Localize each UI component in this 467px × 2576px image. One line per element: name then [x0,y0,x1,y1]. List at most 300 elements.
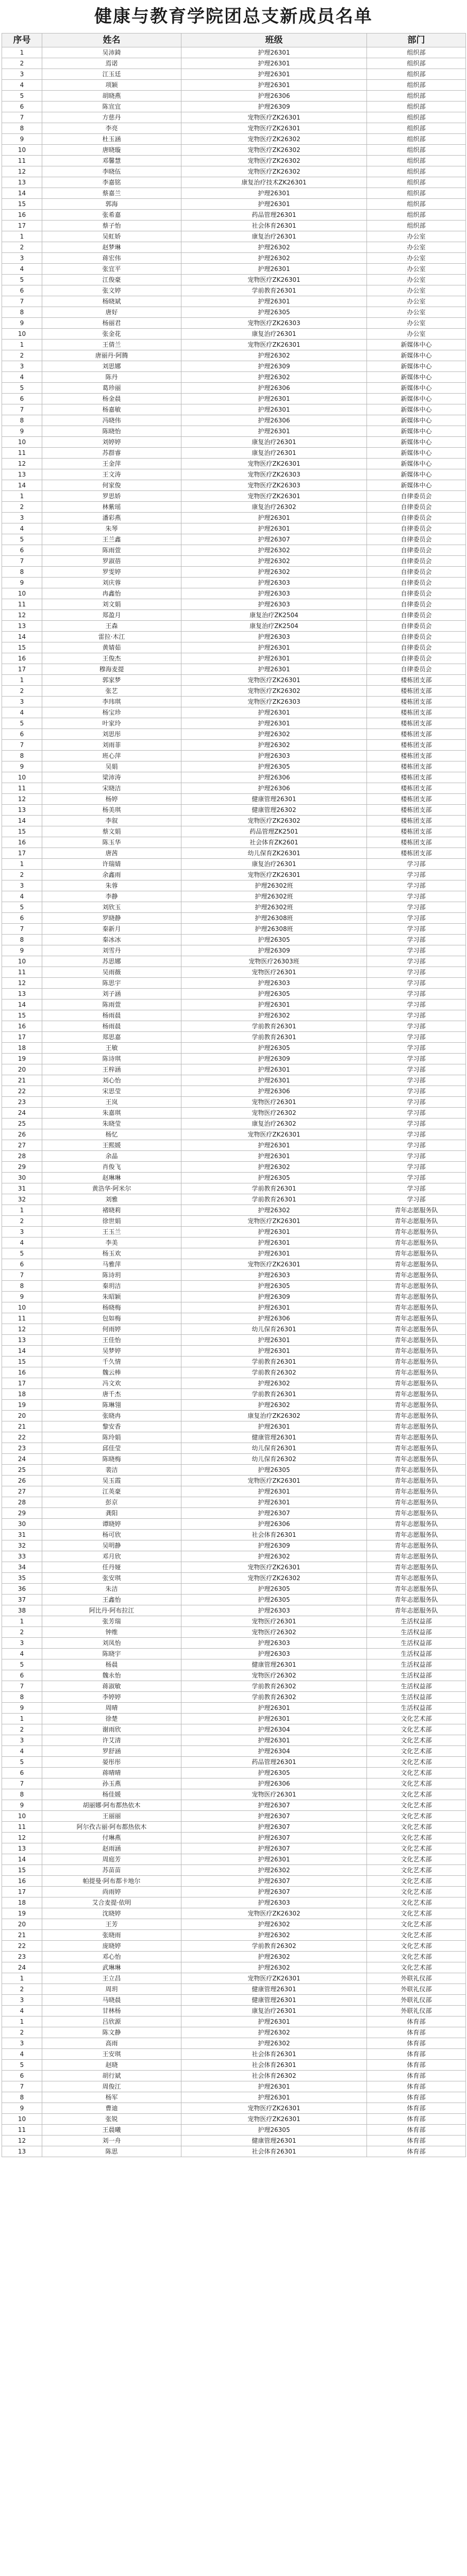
cell-name: 张文婷 [42,285,181,296]
cell-class: 护理26303 [181,1605,367,1616]
cell-class: 幼儿保育26301 [181,1443,367,1454]
table-row [2,1692,466,1703]
cell-class: 护理26301 [181,188,367,199]
table-row [2,1118,466,1129]
cell-class: 健康管理26301 [181,1995,367,2006]
cell-class: 健康管理26301 [181,1659,367,1670]
cell-department: 学习部 [367,891,466,902]
cell-index: 17 [2,221,42,231]
cell-index: 21 [2,1421,42,1432]
cell-name: 唐丽丹·阿腾 [42,350,181,361]
cell-name: 葛珍丽 [42,383,181,394]
cell-class: 护理26306 [181,783,367,794]
table-row [2,513,466,523]
cell-department: 办公室 [367,329,466,340]
cell-index: 15 [2,642,42,653]
cell-index: 22 [2,1941,42,1952]
cell-department: 青年志愿服务队 [367,1443,466,1454]
cell-index: 3 [2,697,42,707]
cell-class: 护理26301 [181,513,367,523]
table-row [2,1411,466,1421]
cell-index: 9 [2,945,42,956]
cell-name: 邓馨慧 [42,156,181,166]
cell-name: 张芳瑞 [42,1616,181,1627]
cell-name: 秦新月 [42,924,181,935]
cell-index: 26 [2,1476,42,1486]
cell-class: 护理26301 [181,1302,367,1313]
cell-index: 7 [2,556,42,567]
cell-class: 护理26301 [181,1497,367,1508]
cell-department: 学习部 [367,1108,466,1118]
cell-class: 护理26302 [181,1378,367,1389]
cell-class: 护理26302 [181,372,367,383]
cell-index: 4 [2,2006,42,2016]
cell-class: 护理26301 [181,2092,367,2103]
cell-class: 护理26301 [181,394,367,404]
cell-class: 护理26305 [181,1584,367,1595]
cell-class: 社会体育26301 [181,2060,367,2071]
cell-department: 生活权益部 [367,1703,466,1714]
cell-index: 2 [2,870,42,880]
cell-name: 秦冰冰 [42,935,181,945]
cell-name: 胡丽娜·阿布都热依木 [42,1800,181,1811]
cell-index: 1 [2,675,42,686]
cell-index: 18 [2,1043,42,1054]
cell-index: 7 [2,1778,42,1789]
cell-index: 11 [2,448,42,459]
cell-name: 朱嘉琪 [42,1108,181,1118]
cell-index: 11 [2,967,42,978]
table-row [2,1919,466,1930]
cell-department: 楼栋团支部 [367,707,466,718]
cell-department: 青年志愿服务队 [367,1486,466,1497]
cell-department: 学习部 [367,989,466,999]
cell-index: 21 [2,1075,42,1086]
cell-department: 青年志愿服务队 [367,1432,466,1443]
cell-index: 22 [2,1086,42,1097]
cell-name: 刘婷婷 [42,437,181,448]
cell-department: 新媒体中心 [367,394,466,404]
cell-index: 14 [2,1346,42,1357]
table-row [2,404,466,415]
cell-index: 4 [2,2049,42,2060]
cell-department: 体育部 [367,2146,466,2157]
cell-name: 黄浩华·阿米尔 [42,1183,181,1194]
cell-name: 胡行斌 [42,2071,181,2081]
cell-index: 9 [2,1703,42,1714]
cell-class: 护理26301 [181,718,367,729]
table-row [2,383,466,394]
cell-class: 护理26307 [181,1800,367,1811]
cell-index: 25 [2,1118,42,1129]
cell-department: 文化艺术部 [367,1930,466,1941]
cell-department: 组织部 [367,123,466,134]
cell-class: 护理26301 [181,642,367,653]
cell-name: 吴梦婷 [42,1346,181,1357]
cell-index: 37 [2,1595,42,1605]
cell-class: 学前教育26302 [181,1367,367,1378]
table-row [2,1746,466,1757]
table-row [2,415,466,426]
cell-department: 自律委员会 [367,567,466,578]
cell-class: 幼儿保育ZK26301 [181,848,367,859]
cell-name: 蒋晴晴 [42,1768,181,1778]
cell-department: 青年志愿服务队 [367,1454,466,1465]
table-row [2,534,466,545]
cell-name: 唐好 [42,307,181,318]
table-row [2,891,466,902]
cell-department: 组织部 [367,221,466,231]
table-row [2,1768,466,1778]
table-row [2,610,466,621]
cell-class: 护理26303 [181,1638,367,1649]
cell-class: 护理26305 [181,2125,367,2136]
cell-department: 新媒体中心 [367,469,466,480]
cell-name: 周俊江 [42,2081,181,2092]
cell-class: 护理26302 [181,242,367,253]
cell-name: 黎安香 [42,1421,181,1432]
cell-department: 楼栋团支部 [367,783,466,794]
cell-name: 周玥 [42,1984,181,1995]
cell-index: 16 [2,837,42,848]
table-row [2,1281,466,1292]
cell-department: 新媒体中心 [367,448,466,459]
cell-class: 护理26301 [181,47,367,58]
table-row [2,69,466,80]
cell-name: 钟维 [42,1627,181,1638]
cell-class: 康复治疗ZK26302 [181,1411,367,1421]
cell-department: 体育部 [367,2049,466,2060]
table-row [2,166,466,177]
cell-department: 生活权益部 [367,1616,466,1627]
cell-index: 10 [2,437,42,448]
table-row [2,1962,466,1973]
table-row [2,361,466,372]
cell-class: 护理26301 [181,264,367,275]
cell-name: 蔡子怡 [42,221,181,231]
cell-index: 6 [2,285,42,296]
cell-class: 护理26306 [181,415,367,426]
cell-department: 文化艺术部 [367,1746,466,1757]
cell-name: 杨美琪 [42,805,181,816]
cell-department: 文化艺术部 [367,1757,466,1768]
table-row [2,2125,466,2136]
cell-class: 康复治疗26301 [181,448,367,459]
cell-name: 陈文静 [42,2027,181,2038]
cell-name: 潘彩燕 [42,513,181,523]
cell-name: 班心萍 [42,751,181,761]
cell-index: 15 [2,199,42,210]
table-row [2,145,466,156]
cell-class: 社会体育ZK2601 [181,837,367,848]
table-row [2,253,466,264]
cell-index: 32 [2,1194,42,1205]
cell-class: 康复治疗26301 [181,859,367,870]
cell-name: 杨晓斌 [42,296,181,307]
cell-name: 刘思彤 [42,729,181,740]
cell-department: 楼栋团支部 [367,761,466,772]
cell-class: 宠物医疗26302 [181,1108,367,1118]
cell-class: 宠物医疗ZK26301 [181,870,367,880]
cell-department: 楼栋团支部 [367,794,466,805]
cell-department: 文化艺术部 [367,1952,466,1962]
cell-class: 护理26306 [181,91,367,101]
cell-department: 组织部 [367,69,466,80]
cell-class: 护理26309 [181,1540,367,1551]
table-row [2,1302,466,1313]
table-row [2,556,466,567]
cell-name: 曹迪 [42,2103,181,2114]
cell-index: 12 [2,610,42,621]
table-row [2,469,466,480]
table-row [2,621,466,632]
cell-name: 李嘉铭 [42,177,181,188]
cell-name: 赵雨涵 [42,1843,181,1854]
cell-department: 文化艺术部 [367,1800,466,1811]
cell-class: 护理26309 [181,361,367,372]
cell-class: 护理26307 [181,1833,367,1843]
table-row [2,1465,466,1476]
cell-department: 文化艺术部 [367,1941,466,1952]
header-row [2,33,466,47]
cell-class: 药品管理ZK2501 [181,826,367,837]
cell-class: 宠物医疗ZK26301 [181,2103,367,2114]
cell-class: 护理26305 [181,761,367,772]
cell-index: 25 [2,1465,42,1476]
cell-index: 5 [2,534,42,545]
table-row [2,729,466,740]
cell-name: 唐茜 [42,848,181,859]
cell-department: 青年志愿服务队 [367,1205,466,1216]
cell-class: 宠物医疗ZK26302 [181,166,367,177]
cell-class: 护理26303 [181,632,367,642]
cell-name: 刘雨菲 [42,740,181,751]
cell-name: 杨雨晨 [42,1021,181,1032]
table-row [2,740,466,751]
cell-index: 17 [2,848,42,859]
table-row [2,188,466,199]
table-row [2,329,466,340]
cell-department: 楼栋团支部 [367,772,466,783]
table-row [2,935,466,945]
cell-department: 组织部 [367,156,466,166]
cell-class: 康复治疗ZK2504 [181,621,367,632]
cell-index: 9 [2,134,42,145]
cell-name: 杨雨晨 [42,1010,181,1021]
cell-index: 2 [2,58,42,69]
table-row [2,1714,466,1724]
table-row [2,372,466,383]
table-row [2,1432,466,1443]
table-row [2,1984,466,1995]
cell-index: 11 [2,1313,42,1324]
cell-department: 自律委员会 [367,653,466,664]
cell-department: 新媒体中心 [367,372,466,383]
cell-name: 黄婧茹 [42,642,181,653]
cell-department: 学习部 [367,1194,466,1205]
cell-class: 护理26307 [181,1876,367,1887]
cell-index: 9 [2,761,42,772]
table-row [2,1605,466,1616]
cell-index: 28 [2,1497,42,1508]
cell-class: 幼儿保育26302 [181,1454,367,1465]
table-row [2,545,466,556]
cell-department: 青年志愿服务队 [367,1378,466,1389]
cell-department: 组织部 [367,166,466,177]
cell-index: 2 [2,1984,42,1995]
cell-index: 5 [2,1248,42,1259]
cell-department: 学习部 [367,935,466,945]
cell-name: 李叙 [42,816,181,826]
cell-class: 护理26303 [181,1897,367,1908]
table-row [2,1649,466,1659]
cell-department: 组织部 [367,101,466,112]
cell-class: 宠物医疗ZK26302 [181,156,367,166]
cell-name: 王敏 [42,1043,181,1054]
cell-name: 唐晓璇 [42,145,181,156]
cell-department: 自律委员会 [367,556,466,567]
cell-index: 19 [2,1400,42,1411]
cell-class: 护理26301 [181,426,367,437]
cell-name: 王丽丽 [42,1811,181,1822]
table-row [2,1367,466,1378]
cell-index: 12 [2,459,42,469]
cell-name: 王安琪 [42,2049,181,2060]
table-row [2,177,466,188]
cell-index: 4 [2,891,42,902]
table-row [2,1075,466,1086]
table-row [2,307,466,318]
cell-department: 自律委员会 [367,621,466,632]
cell-name: 杨晨 [42,1659,181,1670]
table-row [2,1238,466,1248]
cell-department: 青年志愿服务队 [367,1400,466,1411]
cell-department: 学习部 [367,1010,466,1021]
cell-name: 吴沛錡 [42,47,181,58]
cell-class: 护理26301 [181,1140,367,1151]
cell-department: 办公室 [367,285,466,296]
cell-name: 王文涛 [42,469,181,480]
cell-department: 新媒体中心 [367,437,466,448]
cell-index: 7 [2,112,42,123]
cell-class: 学前教育26302 [181,1681,367,1692]
cell-class: 宠物医疗ZK26302 [181,1908,367,1919]
table-row [2,459,466,469]
cell-index: 12 [2,1324,42,1335]
cell-index: 8 [2,935,42,945]
cell-name: 宋思莹 [42,1086,181,1097]
cell-name: 冯晓伟 [42,415,181,426]
cell-department: 组织部 [367,199,466,210]
cell-index: 3 [2,880,42,891]
cell-name: 刘心怡 [42,1075,181,1086]
cell-index: 10 [2,1302,42,1313]
cell-department: 学习部 [367,913,466,924]
cell-class: 护理26302 [181,253,367,264]
cell-name: 陈雨萱 [42,999,181,1010]
cell-department: 外联礼仪部 [367,1984,466,1995]
cell-name: 陈思宇 [42,978,181,989]
cell-class: 宠物医疗26301 [181,967,367,978]
cell-name: 吴玉霞 [42,1476,181,1486]
cell-index: 16 [2,1021,42,1032]
cell-name: 马雅萍 [42,1259,181,1270]
cell-class: 护理26301 [181,1714,367,1724]
cell-department: 体育部 [367,2016,466,2027]
table-row [2,567,466,578]
cell-department: 学习部 [367,1021,466,1032]
cell-class: 护理26302 [181,1962,367,1973]
cell-index: 11 [2,1822,42,1833]
cell-department: 青年志愿服务队 [367,1248,466,1259]
cell-department: 楼栋团支部 [367,805,466,816]
cell-class: 宠物医疗ZK26301 [181,1476,367,1486]
cell-department: 青年志愿服务队 [367,1562,466,1573]
cell-class: 护理26302 [181,556,367,567]
cell-class: 护理26309 [181,1292,367,1302]
cell-class: 幼儿保育26301 [181,1324,367,1335]
cell-department: 青年志愿服务队 [367,1227,466,1238]
cell-class: 护理26302班 [181,880,367,891]
cell-index: 13 [2,621,42,632]
cell-index: 7 [2,740,42,751]
cell-department: 楼栋团支部 [367,751,466,761]
cell-name: 邓月欣 [42,1551,181,1562]
table-row [2,1259,466,1270]
table-row [2,1032,466,1043]
cell-name: 王梓涵 [42,1064,181,1075]
cell-department: 学习部 [367,1075,466,1086]
cell-class: 护理26301 [181,1227,367,1238]
cell-name: 李亮 [42,123,181,134]
header-department: 部门 [367,33,466,47]
cell-department: 外联礼仪部 [367,1995,466,2006]
cell-class: 护理26304 [181,1724,367,1735]
cell-index: 3 [2,513,42,523]
cell-index: 2 [2,2027,42,2038]
cell-department: 青年志愿服务队 [367,1530,466,1540]
table-row [2,47,466,58]
cell-department: 体育部 [367,2081,466,2092]
cell-index: 29 [2,1162,42,1173]
cell-name: 冉鑫怡 [42,588,181,599]
table-row [2,816,466,826]
cell-department: 青年志愿服务队 [367,1411,466,1421]
cell-department: 文化艺术部 [367,1908,466,1919]
cell-department: 组织部 [367,145,466,156]
cell-department: 生活权益部 [367,1692,466,1703]
table-row [2,599,466,610]
cell-index: 16 [2,653,42,664]
cell-name: 张安琪 [42,1573,181,1584]
cell-index: 3 [2,361,42,372]
cell-name: 张金花 [42,329,181,340]
cell-name: 陈宣宜 [42,101,181,112]
table-row [2,1194,466,1205]
cell-class: 护理26309 [181,945,367,956]
cell-name: 王兰鑫 [42,534,181,545]
cell-department: 楼栋团支部 [367,740,466,751]
cell-department: 组织部 [367,134,466,145]
cell-name: 陈晓怡 [42,426,181,437]
cell-index: 2 [2,502,42,513]
table-row [2,1248,466,1259]
table-row [2,2071,466,2081]
table-row [2,1800,466,1811]
cell-name: 罗雯婷 [42,567,181,578]
table-row [2,437,466,448]
cell-index: 3 [2,2038,42,2049]
